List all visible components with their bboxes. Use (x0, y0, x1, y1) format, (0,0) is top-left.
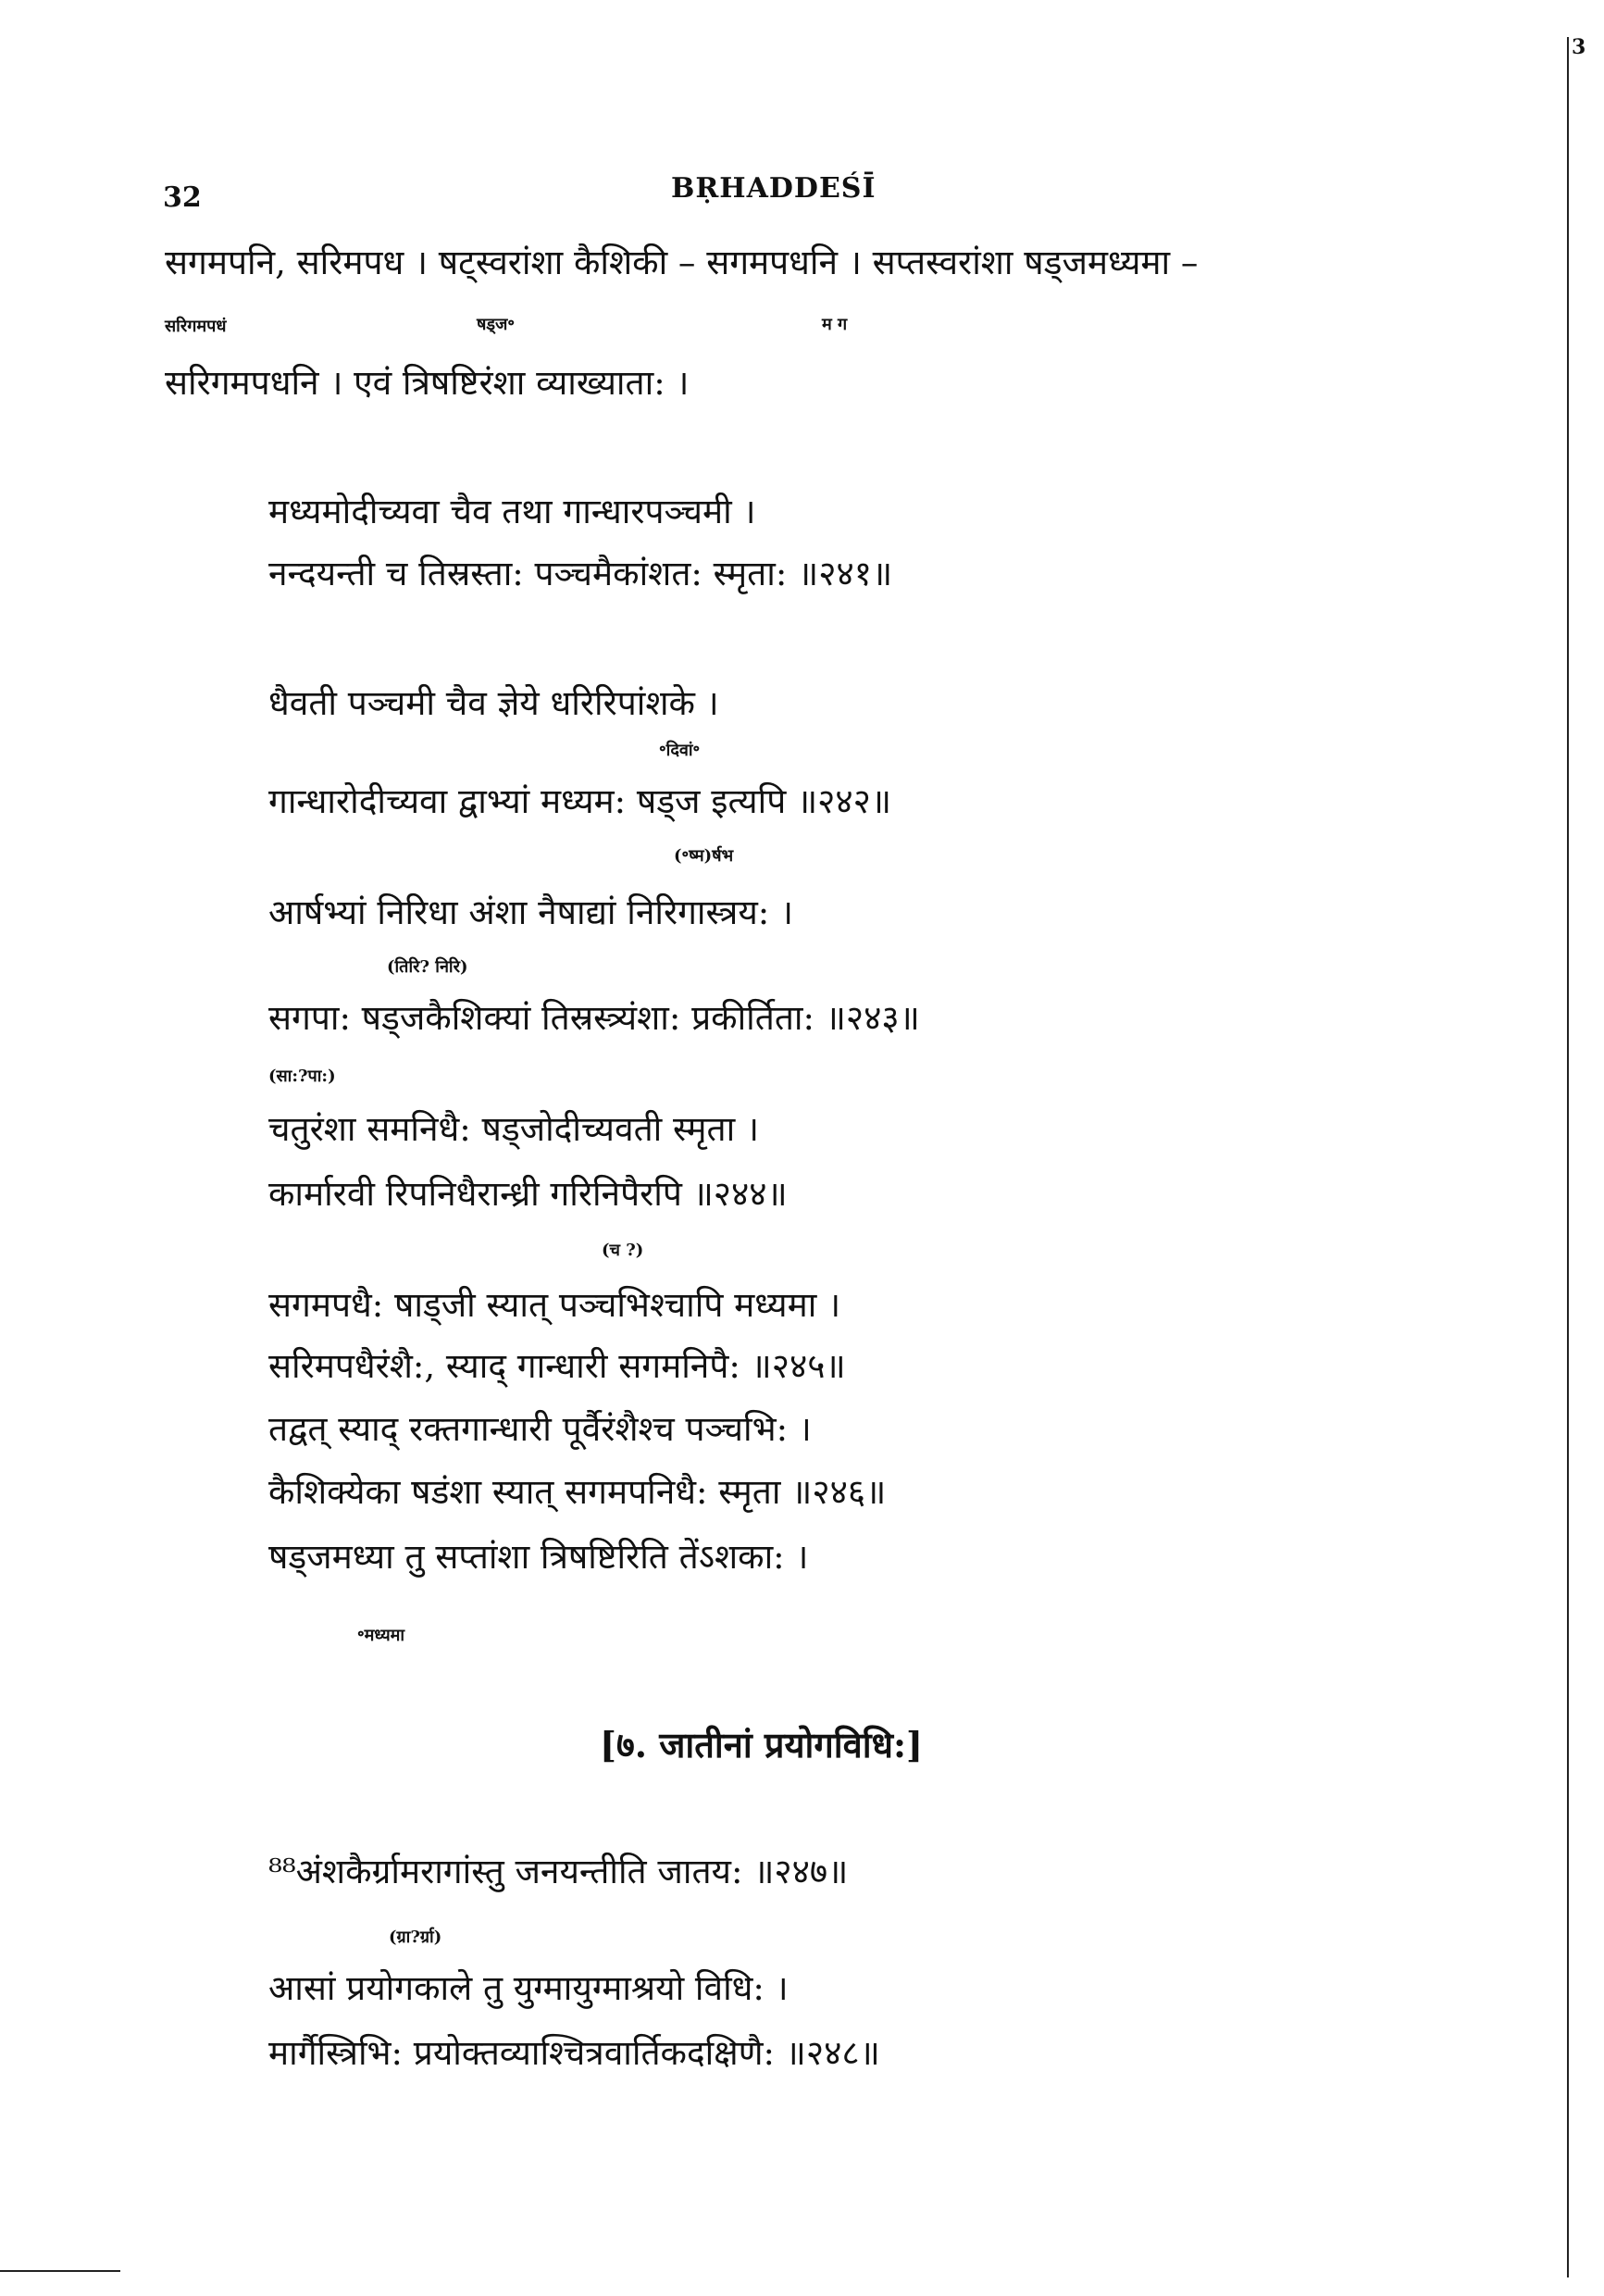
verse-241-a: मध्यमोदीच्यवा चैव तथा गान्धारपञ्चमी । (268, 492, 756, 531)
verse-242-b: गान्धारोदीच्यवा द्वाभ्यां मध्यम: षड्ज इत्यपि ॥२४२॥ (268, 781, 892, 821)
page-title: BṚHADDEŚĪ (671, 172, 877, 205)
note-246: ॰मध्यमा (357, 1626, 405, 1645)
section-heading: [७. जातीनां प्रयोगविधि:] (600, 1724, 923, 1766)
note-245: (च ?) (602, 1241, 644, 1260)
verse-248-b: मार्गैस्त्रिभि: प्रयोक्तव्याश्चित्रवार्तिकदक्षिणै: ॥२४८॥ (268, 2033, 880, 2073)
verse-246-b: कैशिक्येका षडंशा स्यात् सगमपनिधै: स्मृता ॥२४६॥ (268, 1472, 887, 1512)
note-247: (ग्रा?र्ग्रा) (389, 1928, 442, 1947)
verse-245-b: सरिमपधैरंशै:, स्याद् गान्धारी सगमनिपै: ॥२४५॥ (268, 1346, 846, 1386)
prose-note-1: सरिगमपधं (165, 317, 227, 336)
verse-246-c: षड्जमध्या तु सप्तांशा त्रिषष्टिरिति तेंऽशका: । (268, 1537, 809, 1577)
verse-242-a: धैवती पञ्चमी चैव ज्ञेये धरिरिपांशके । (268, 683, 719, 723)
verse-241-b: नन्दयन्ती च तिस्रस्ता: पञ्चमैकांशत: स्मृता: ॥२४१॥ (268, 554, 893, 593)
right-edge-rule (1567, 37, 1569, 2277)
note-243-a: (॰ष्म)र्षभ (674, 846, 734, 866)
note-243-b: (तिरि? निरि) (387, 957, 468, 977)
corner-mark: 3 (1572, 35, 1586, 59)
page-number: 32 (163, 181, 202, 214)
verse-245-a: सगमपधै: षाड्जी स्यात् पञ्चभिश्चापि मध्यमा । (268, 1285, 841, 1325)
note-242: ॰दिवां॰ (659, 741, 701, 760)
verse-248-a: आसां प्रयोगकाले तु युग्मायुग्माश्रयो विधि: । (268, 1968, 789, 2008)
prose-line-2: सरिगमपधनि । एवं त्रिषष्टिरंशा व्याख्याता: । (165, 363, 690, 403)
verse-246-a: तद्वत् स्याद् रक्तगान्धारी पूर्वैरंशैश्च पञ्चभि: । (268, 1409, 812, 1449)
verse-247: ⁸⁸अंशकैर्ग्रामरागांस्तु जनयन्तीति जातय: ॥२४७॥ (268, 1852, 849, 1891)
prose-line-1: सगमपनि, सरिमपध । षट्स्वरांशा कैशिकी – सगमपधनि । सप्तस्वरांशा षड्जमध्यमा – (165, 243, 1199, 282)
verse-243-a: आर्षभ्यां निरिधा अंशा नैषाद्यां निरिगास्त्रय: । (268, 892, 794, 932)
verse-244-b: कार्मारवी रिपनिधैरान्ध्री गरिनिपैरपि ॥२४४॥ (268, 1174, 788, 1214)
bottom-left-rule (0, 2270, 120, 2272)
prose-note-2: षड्ज॰ (477, 315, 516, 334)
verse-243-b: सगपा: षड्जकैशिक्यां तिस्रस्त्र्यंशा: प्रकीर्तिता: ॥२४३॥ (268, 998, 920, 1038)
prose-note-3: म ग (822, 315, 848, 334)
note-244: (सा:?पा:) (268, 1067, 336, 1086)
verse-244-a: चतुरंशा समनिधै: षड्जोदीच्यवती स्मृता । (268, 1109, 760, 1149)
